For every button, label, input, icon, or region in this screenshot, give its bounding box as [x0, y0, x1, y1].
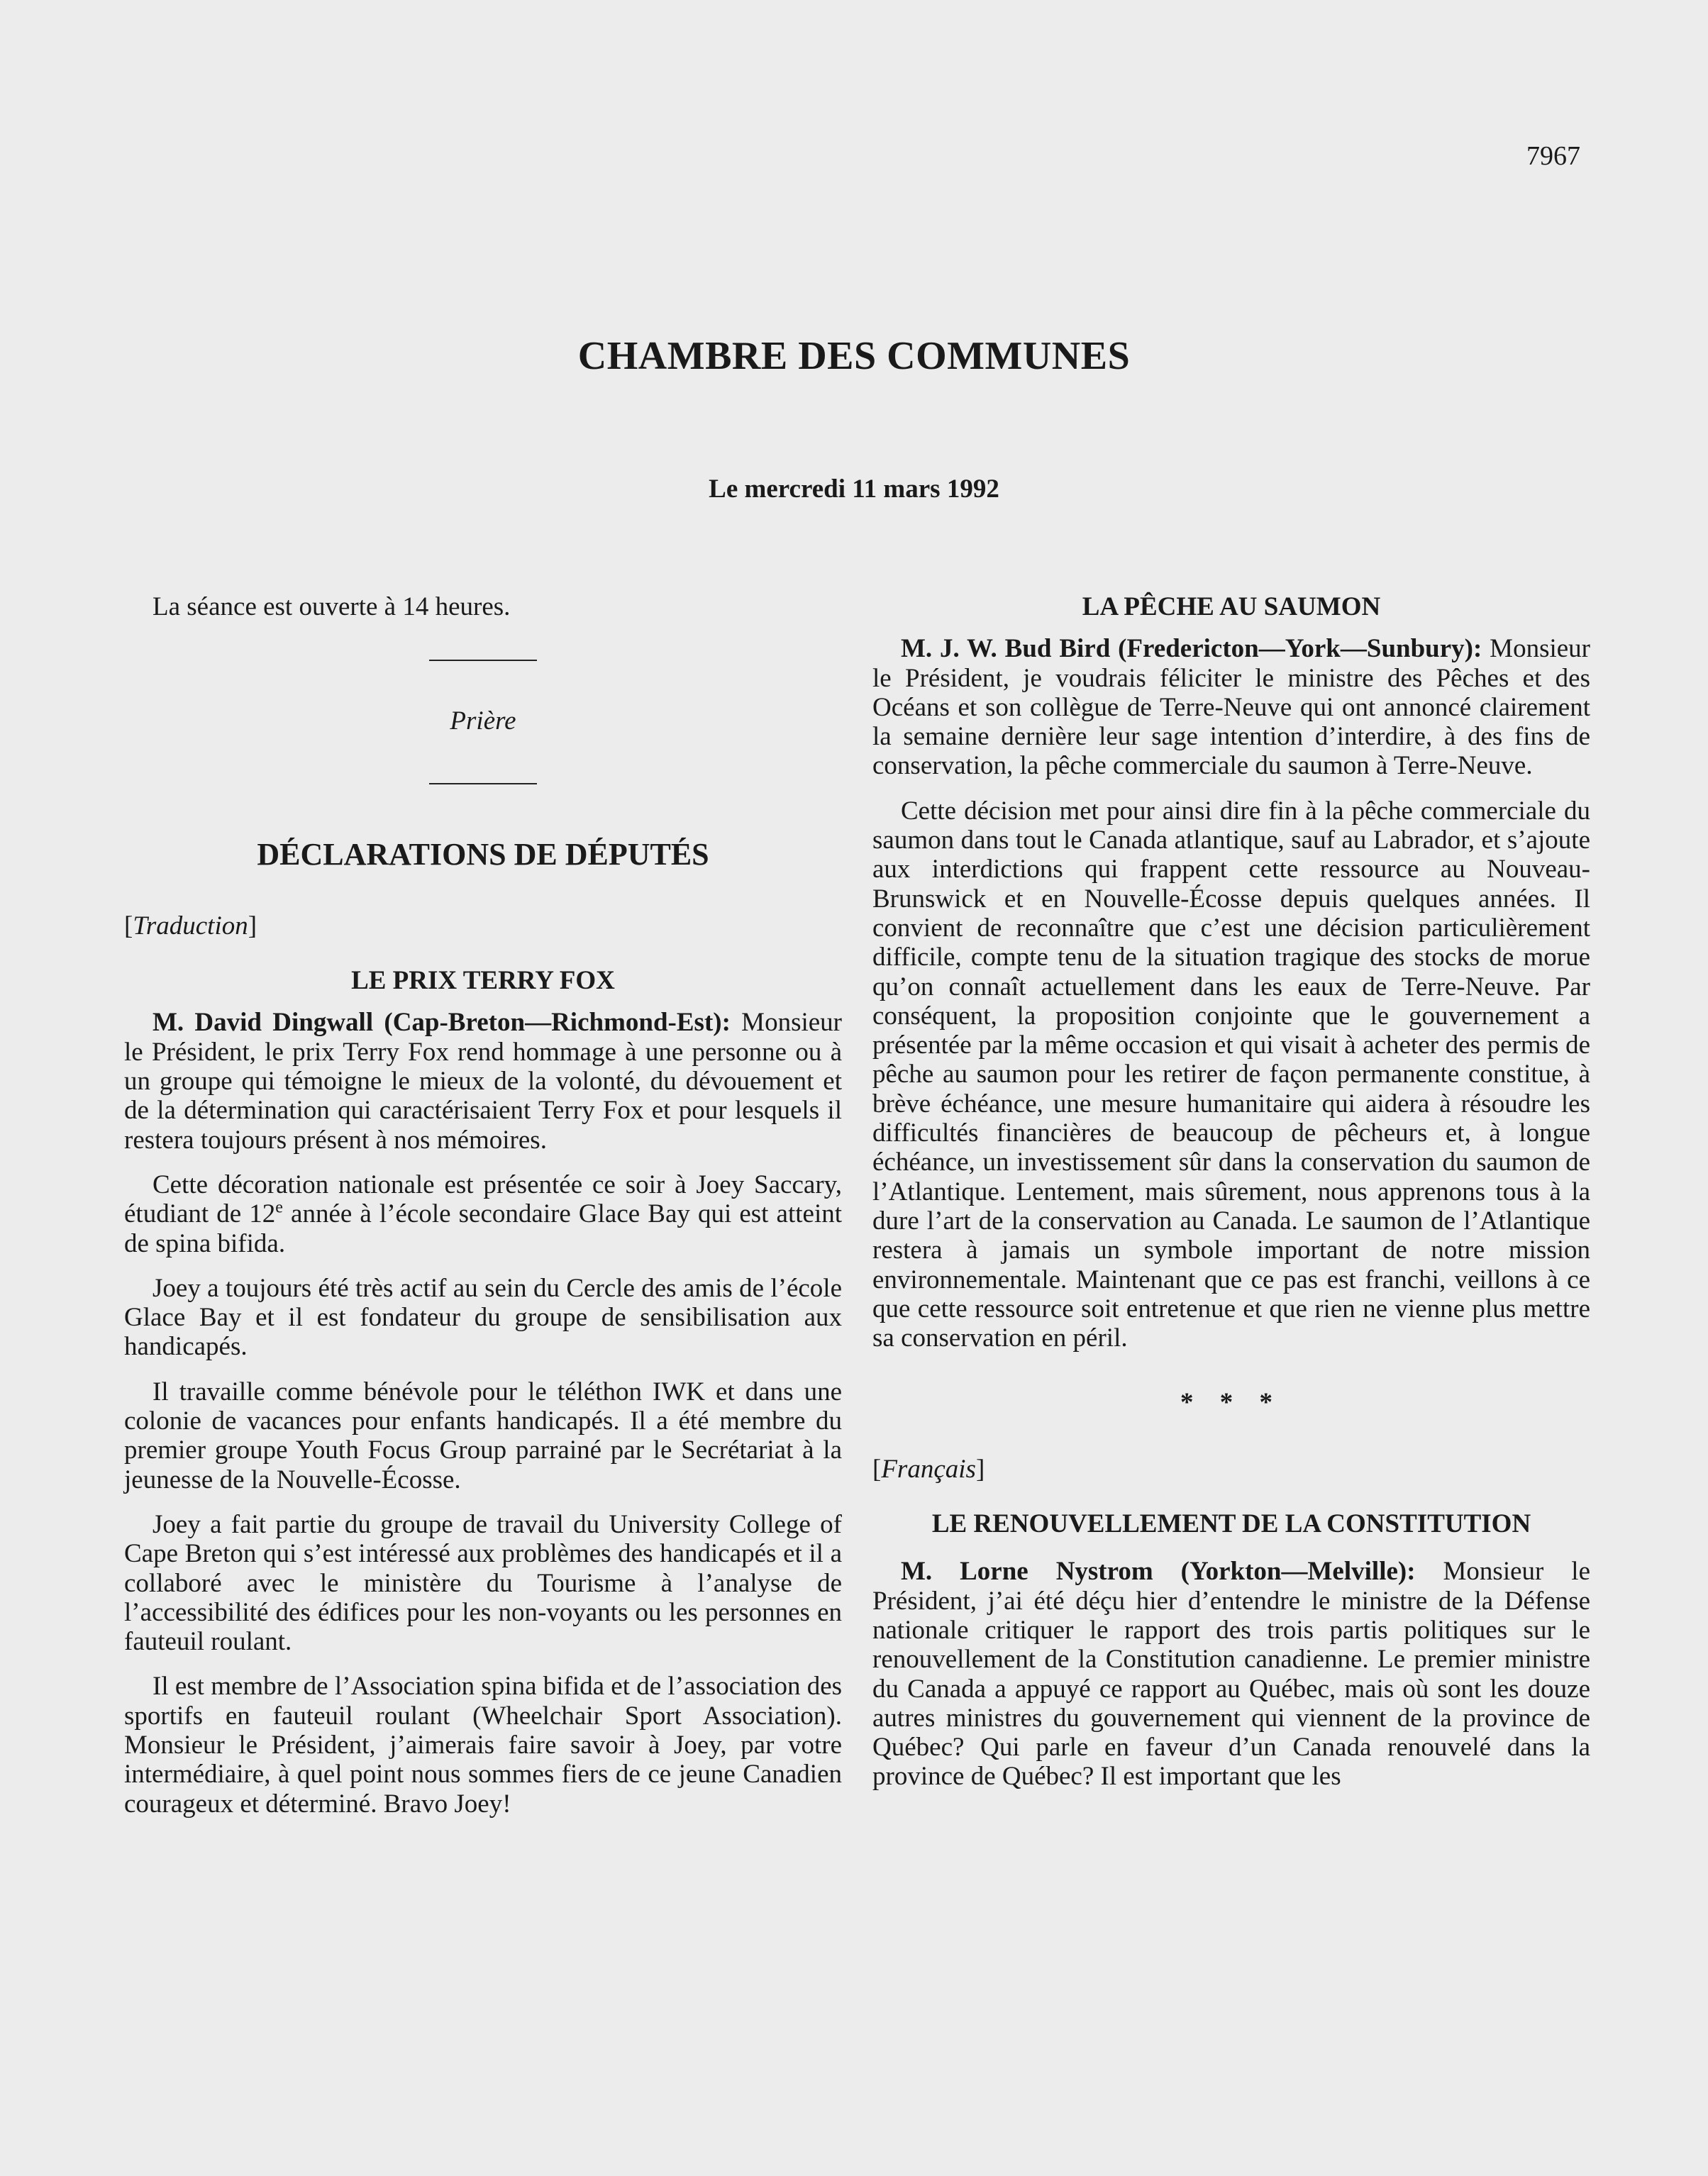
statement-paragraph: Il travaille comme bénévole pour le téléthon IWK et dans une colonie de vacances pour enfants handicapés. Il a été membre du premier groupe Youth Focus Group parrainé par le Secrétariat à la jeunesse de la Nouvelle-Écosse.: [124, 1377, 842, 1494]
statement-paragraph: Cette décision met pour ainsi dire fin à la pêche commerciale du saumon dans tout le Canada atlantique, sauf au Labrador, et s’ajoute aux interdictions qui frappent cette ressource au Nouveau-Brunswick et en Nouvelle-Écosse depuis quelques années. Il convient de reconnaître que c’est une décision particulièrement difficile, compte tenu de la situation tragique des stocks de morue qu’on connaît actuellement dans les eaux de Terre-Neuve. Par conséquent, la proposition conjointe que le gouvernement a présentée par la même occasion et qui visait à acheter des permis de pêche au saumon pour les retirer de façon permanente constitue, à brève échéance, une mesure humanitaire qui aidera à résoudre les difficultés financières de beaucoup de pêcheurs et, à longue échéance, un investissement sûr dans la conservation du saumon de l’Atlantique. Lentement, mais sûrement, nous apprenons tous à la dure l’art de la conservation au Canada. Le saumon de l’Atlantique restera à jamais un symbole important de notre mission environnementale. Maintenant que ce pas est franchi, veillons à ce que cette ressource soit entretenue et que rien ne vienne plus mettre sa conservation en péril.: [872, 796, 1590, 1353]
statement-paragraph: Joey a toujours été très actif au sein du Cercle des amis de l’école Glace Bay et il est fondateur du groupe de sensibilisation aux handicapés.: [124, 1273, 842, 1362]
speaker-name: M. J. W. Bud Bird (Fredericton—York—Sunbury):: [901, 634, 1482, 664]
subheading-terry-fox: LE PRIX TERRY FOX: [351, 966, 615, 996]
statement-paragraph: Cette décoration nationale est présentée ce soir à Joey Saccary, étudiant de 12e année à l’école secondaire Glace Bay qui est atteint de spina bifida.: [124, 1170, 842, 1258]
divider-rule: [429, 783, 537, 784]
translation-tag: [Traduction]: [124, 911, 257, 940]
opening-statement: La séance est ouverte à 14 heures.: [152, 592, 511, 621]
page-title: CHAMBRE DES COMMUNES: [577, 334, 1131, 378]
subheading-constitution: LE RENOUVELLEMENT DE LA CONSTITUTION: [931, 1509, 1531, 1539]
page-number: 7967: [1526, 141, 1580, 171]
divider-rule: [429, 660, 537, 661]
separator-stars: * * *: [1180, 1388, 1282, 1418]
left-column: [124, 592, 842, 1834]
statement-paragraph: M. David Dingwall (Cap-Breton—Richmond-Est): Monsieur le Président, le prix Terry Fox rend hommage à une personne ou à un groupe qui témoigne le mieux de la volonté, du dévouement et de la détermination qui caractérisaient Terry Fox et pour lesquels il restera toujours présent à nos mémoires.: [124, 1008, 842, 1155]
statement-paragraph: Joey a fait partie du groupe de travail du University College of Cape Breton qui s’est intéressé aux problèmes des handicapés et il a collaboré avec le ministère du Tourisme à l’analyse de l’accessibilité des édifices pour les non-voyants ou les personnes en fauteuil roulant.: [124, 1509, 842, 1657]
subheading-salmon: LA PÊCHE AU SAUMON: [1082, 592, 1381, 621]
statement-paragraph: Il est membre de l’Association spina bifida et de l’association des sportifs en fauteuil roulant (Wheelchair Sport Association). Monsieur le Président, j’aimerais faire savoir à Joey, par votre intermédiaire, à quel point nous sommes fiers de ce jeune Canadien courageux et déterminé. Bravo Joey!: [124, 1672, 843, 1819]
sitting-date: Le mercredi 11 mars 1992: [709, 474, 999, 504]
language-tag: [Français]: [872, 1454, 985, 1484]
section-title: DÉCLARATIONS DE DÉPUTÉS: [257, 836, 709, 872]
prayer-heading: Prière: [450, 706, 516, 736]
speaker-name: M. David Dingwall (Cap-Breton—Richmond-Est):: [152, 1008, 731, 1038]
statement-paragraph: M. J. W. Bud Bird (Fredericton—York—Sunbury): Monsieur le Président, je voudrais féliciter le ministre des Pêches et des Océans et son collègue de Terre-Neuve qui ont annoncé clairement la semaine dernière leur sage intention d’interdire, à des fins de conservation, la pêche commerciale du saumon à Terre-Neuve.: [872, 634, 1590, 781]
statement-paragraph: M. Lorne Nystrom (Yorkton—Melville): Monsieur le Président, j’ai été déçu hier d’entendre le ministre de la Défense nationale critiquer le rapport des trois partis politiques sur le renouvellement de la Constitution canadienne. Le premier ministre du Canada a appuyé ce rapport au Québec, mais où sont les douze autres ministres du gouvernement qui viennent de la province de Québec? Qui parle en faveur d’un Canada renouvelé dans la province de Québec? Il est important que les: [872, 1557, 1590, 1792]
right-column: [872, 592, 1590, 1807]
speaker-name: M. Lorne Nystrom (Yorkton—Melville):: [901, 1557, 1416, 1587]
